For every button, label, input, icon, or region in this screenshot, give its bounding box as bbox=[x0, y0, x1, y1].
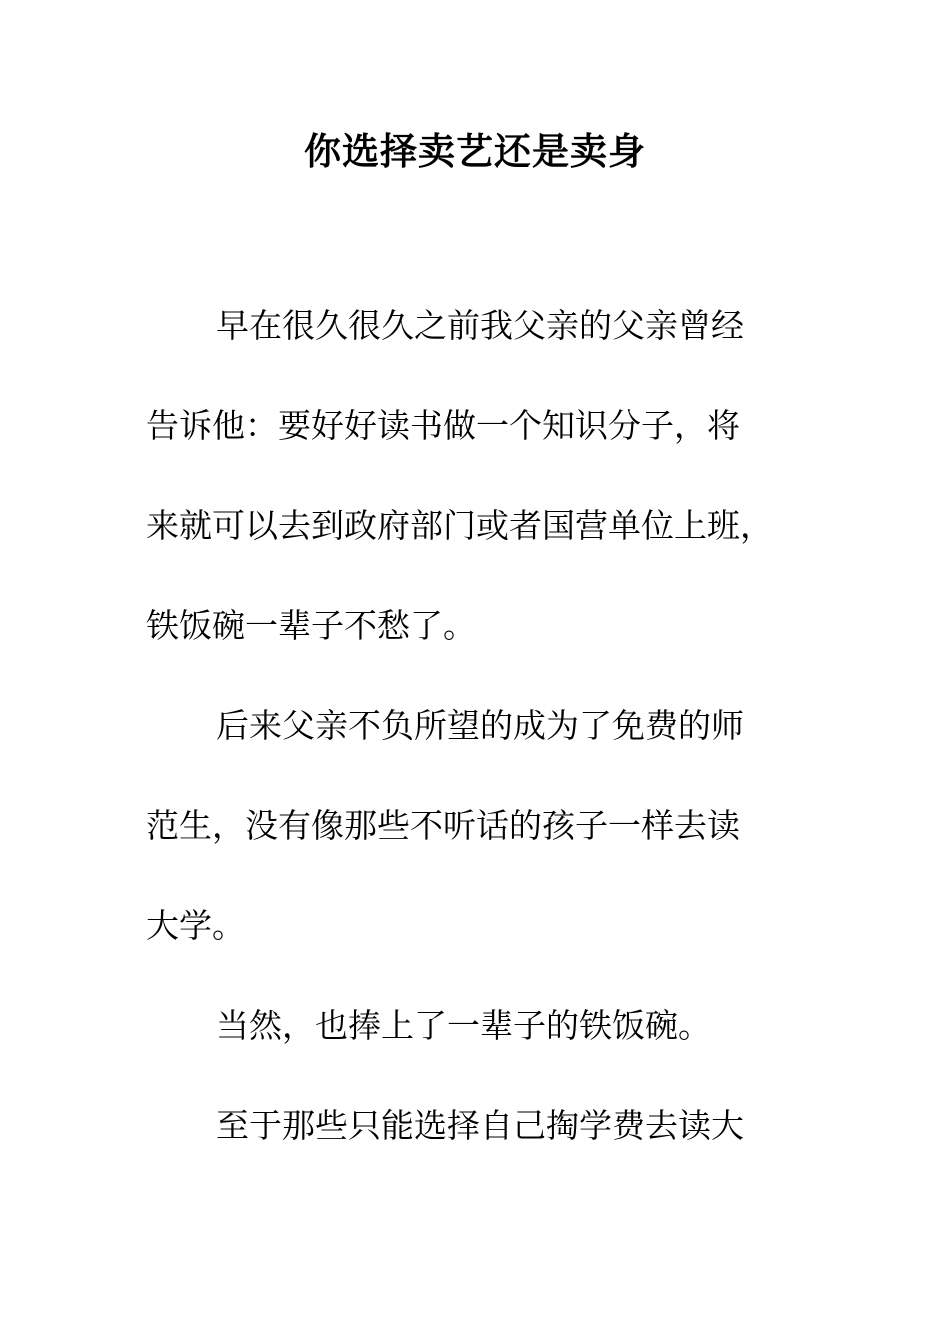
paragraph-line: 大学。 bbox=[146, 906, 245, 945]
paragraph-line: 铁饭碗一辈子不愁了。 bbox=[146, 606, 476, 645]
paragraph-line: 告诉他：要好好读书做一个知识分子，将 bbox=[146, 406, 740, 445]
paragraph-line: 范生，没有像那些不听话的孩子一样去读 bbox=[146, 806, 740, 845]
paragraph-line: 早在很久很久之前我父亲的父亲曾经 bbox=[216, 306, 744, 345]
paragraph-line: 至于那些只能选择自己掏学费去读大 bbox=[216, 1106, 744, 1145]
paragraph-line: 当然，也捧上了一辈子的铁饭碗。 bbox=[216, 1006, 711, 1045]
paragraph-line: 来就可以去到政府部门或者国营单位上班， bbox=[146, 506, 773, 545]
paragraph-line: 后来父亲不负所望的成为了免费的师 bbox=[216, 706, 744, 745]
document-title: 你选择卖艺还是卖身 bbox=[304, 130, 646, 173]
